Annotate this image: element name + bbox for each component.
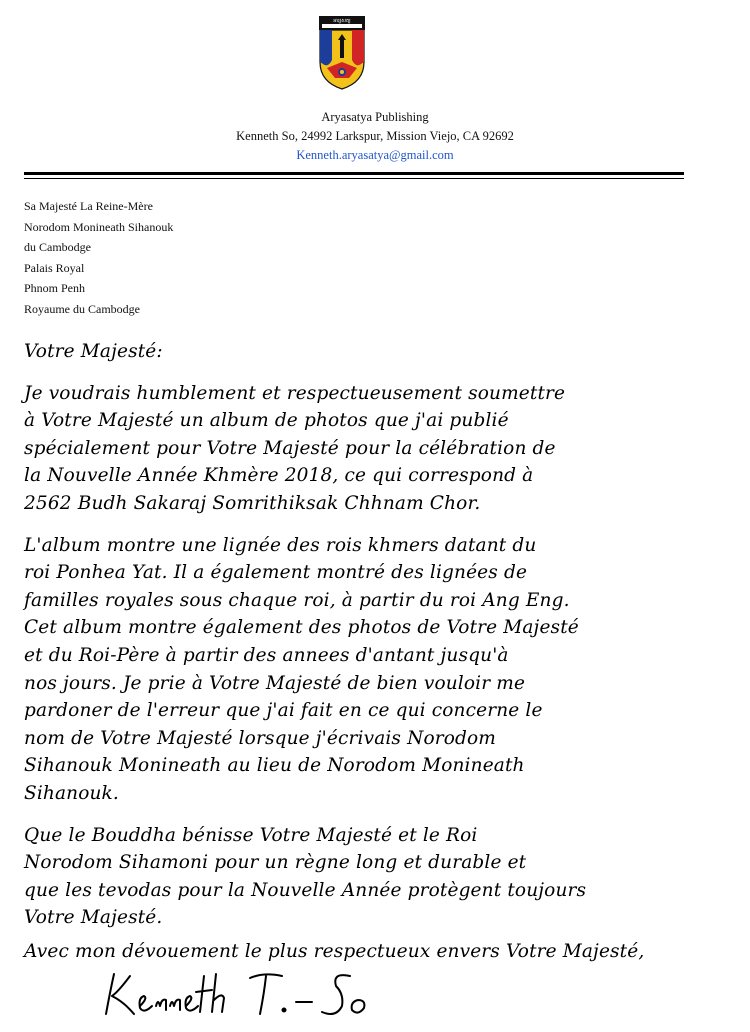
body-line: pardoner de l'erreur que j'ai fait en ce qui concerne le	[24, 700, 543, 722]
publisher-address: Kenneth So, 24992 Larkspur, Mission Viejo, CA 92692	[236, 129, 514, 143]
body-line: Norodom Sihamoni pour un règne long et durable et	[24, 852, 527, 874]
recipient-line: Palais Royal	[24, 260, 85, 275]
paragraph-1	[24, 380, 734, 518]
recipient-line: Sa Majesté La Reine-Mère	[24, 199, 153, 213]
body-line: roi Ponhea Yat. Il a également montré des lignées de	[24, 562, 528, 584]
body-line: Sihanouk Monineath au lieu de Norodom Monineath	[24, 755, 525, 777]
closing-line: Avec mon dévouement le plus respectueux envers Votre Majesté,	[24, 940, 645, 962]
body-line: spécialement pour Votre Majesté pour la célébration de	[24, 437, 556, 459]
salutation: Votre Majesté:	[24, 341, 163, 362]
body-line: Votre Majesté.	[24, 907, 163, 929]
paragraph-2	[24, 532, 734, 808]
body-line: nos jours. Je prie à Votre Majesté de bien vouloir me	[24, 672, 526, 694]
recipient-line: du Cambodge	[24, 240, 91, 254]
body-line: familles royales sous chaque roi, à partir du roi Ang Eng.	[24, 589, 570, 611]
body-line: la Nouvelle Année Khmère 2018, ce qui correspond à	[24, 465, 534, 487]
svg-text:អារ្យសត្យ: អារ្យសត្យ	[333, 18, 351, 24]
recipient-line: Royaume du Cambodge	[24, 301, 140, 316]
body-line: L'album montre une lignée des rois khmers datant du	[24, 534, 537, 556]
recipient-line: Norodom Monineath Sihanouk	[24, 219, 174, 234]
recipient-address-block	[24, 196, 173, 319]
body-line: que les tevodas pour la Nouvelle Année protègent toujours	[24, 879, 587, 901]
letterhead-divider-thin	[24, 178, 684, 179]
handwritten-signature	[100, 962, 420, 1026]
body-line: nom de Votre Majesté lorsque j'écrivais Norodom	[24, 727, 496, 749]
recipient-line: Phnom Penh	[24, 281, 86, 295]
body-line: Je voudrais humblement et respectueusement soumettre	[24, 382, 566, 404]
body-line: et du Roi-Père à partir des annees d'antant jusqu'à	[24, 644, 509, 666]
publisher-email[interactable]: Kenneth.aryasatya@gmail.com	[296, 148, 454, 162]
body-line: 2562 Budh Sakaraj Somrithiksak Chhnam Chor.	[24, 492, 481, 514]
publisher-name: Aryasatya Publishing	[321, 110, 429, 124]
letterhead-divider-thick	[24, 172, 684, 175]
body-line: Sihanouk.	[24, 782, 119, 804]
body-line: à Votre Majesté un album de photos que j'ai publié	[24, 410, 509, 432]
body-line: Que le Bouddha bénisse Votre Majesté et le Roi	[24, 824, 478, 846]
paragraph-3	[24, 822, 734, 932]
body-line: Cet album montre également des photos de Votre Majesté	[24, 617, 579, 639]
royal-crest-logo	[319, 16, 365, 90]
handwritten-letter-body	[24, 338, 734, 965]
